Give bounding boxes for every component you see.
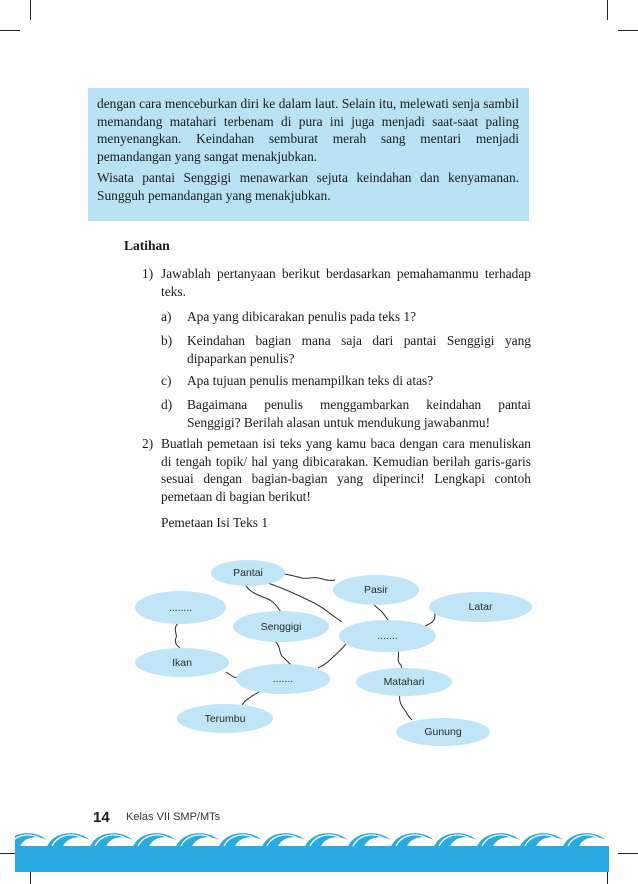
question-1d-text: Bagaimana penulis menggambarkan keindahan pantai Senggigi? Berilah alasan untuk mendukung jawabanmu!	[187, 397, 531, 430]
question-1b-letter: b)	[161, 333, 173, 348]
question-1c-text: Apa tujuan penulis menampilkan teks di atas?	[187, 373, 434, 388]
bubble-ikan: Ikan	[135, 648, 229, 677]
bubble-pasir: Pasir	[333, 575, 419, 605]
story-paragraph-2: Wisata pantai Senggigi menawarkan sejuta keindahan dan kenyamanan. Sungguh pemandangan yang menakjubkan.	[97, 170, 519, 203]
bubble-blank-left: ........	[135, 591, 226, 624]
bubble-latar: Latar	[429, 592, 532, 622]
wave-decoration	[15, 826, 609, 872]
connector-senggigi-bottom	[275, 641, 292, 666]
question-1-text: Jawablah pertanyaan berikut berdasarkan pemahamanmu terhadap teks.	[161, 266, 531, 299]
bubble-terumbu: Terumbu	[177, 704, 273, 733]
bubble-blank-center: .......	[339, 620, 436, 652]
bubble-senggigi: Senggigi	[233, 611, 329, 642]
book-title: Kelas VII SMP/MTs	[126, 811, 221, 823]
connector-left-ikan	[175, 623, 180, 648]
question-2-text: Buatlah pemetaan isi teks yang kamu baca dengan cara menuliskan di tengah topik/ hal yang dibicarakan. Kemudian berilah garis-garis sesuai dengan bagian-bagian yang diperinci! Lengkapi contoh pemetaan di bagian berikut!	[161, 436, 531, 504]
question-1c-letter: c)	[161, 373, 172, 388]
question-1a-letter: a)	[161, 309, 172, 324]
connector-terumbu-bottom	[242, 690, 262, 706]
mindmap-caption: Pemetaan Isi Teks 1	[161, 515, 269, 530]
bubble-pantai: Pantai	[211, 560, 285, 586]
bubble-matahari: Matahari	[356, 668, 452, 696]
question-2-number: 2)	[142, 436, 154, 451]
question-1d-letter: d)	[161, 397, 173, 412]
question-1b-text: Keindahan bagian mana saja dari pantai Senggigi yang dipaparkan penulis?	[187, 333, 531, 366]
page-number: 14	[93, 809, 110, 826]
connector-matahari-gunung	[400, 694, 412, 720]
connector-pantai-pasir	[280, 574, 335, 580]
connector-pantai-senggigi	[245, 584, 281, 612]
question-1a-text: Apa yang dibicarakan penulis pada teks 1?	[187, 309, 417, 324]
question-1-number: 1)	[142, 266, 154, 281]
bubble-blank-bottom: .......	[236, 664, 330, 694]
bubble-gunung: Gunung	[396, 718, 490, 746]
exercise-heading: Latihan	[124, 238, 170, 253]
story-paragraph-1: dengan cara menceburkan diri ke dalam laut. Selain itu, melewati senja sambil memandang matahari terbenam di pura ini juga menjadi saat-saat paling menyenangkan. Keindahan semburat merah sang mentari menjadi pemandangan yang sangat menakjubkan.	[97, 96, 519, 164]
connector-center-matahari	[398, 650, 402, 670]
